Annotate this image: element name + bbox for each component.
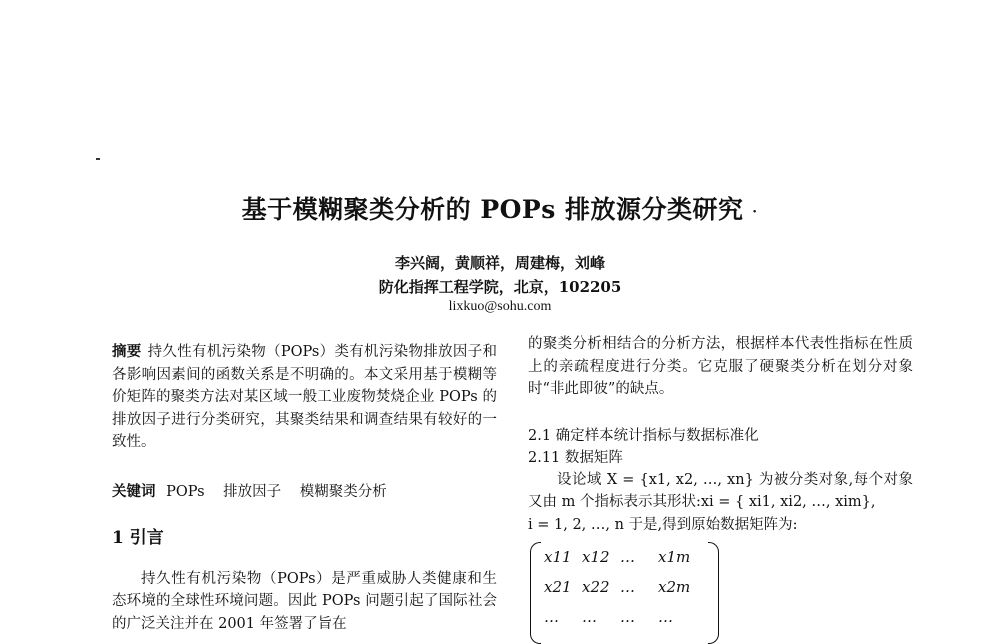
matrix-cell: x21 (544, 578, 572, 596)
title-footnote-mark: · (751, 199, 759, 223)
matrix-cell: … (620, 578, 635, 596)
matrix-cell: x2m (658, 578, 691, 596)
matrix-cell: x12 (582, 548, 610, 566)
author-list: 李兴阔，黄顺祥，周建梅，刘峰 (394, 254, 605, 272)
matrix-cell: … (544, 608, 559, 626)
section-heading-2-11: 2.11 数据矩阵 (528, 449, 623, 466)
matrix-left-paren (530, 542, 541, 644)
matrix-cell: x11 (544, 548, 572, 566)
abstract-label: 摘要 (112, 343, 142, 360)
method-continuation: 的聚类分析相结合的分析方法，根据样本代表性指标在性质上的亲疏程度进行分类。它克服了硬聚类分析在划分对象时“非此即彼”的缺点。 (528, 336, 913, 397)
affiliation: 防化指挥工程学院，北京，102205 (378, 278, 622, 296)
page-mark (96, 158, 100, 160)
matrix-cell: … (620, 608, 635, 626)
abstract (112, 341, 497, 454)
matrix-row (544, 608, 696, 626)
introduction-paragraph: 持久性有机污染物（POPs）是严重威胁人类健康和生态环境的全球性环境问题。因此 POPs 问题引起了国际社会的广泛关注并在 2001 年签署了旨在 (112, 570, 497, 632)
abstract-text: 持久性有机污染物（POPs）类有机污染物排放因子和各影响因素间的函数关系是不明确的。本文采用基于模糊等价矩阵的聚类方法对某区域一般工业废物焚烧企业 POPs 的排放因子进行分类研究，其聚类结果和调查结果有较好的一致性。 (112, 344, 498, 450)
matrix-cell: … (582, 608, 597, 626)
definition-text: 设论域 X = {x1, x2, …, xn} 为被分类对象,每个对象又由 m 个指标表示其形状:xi = { xi1, xi2, …, xim}, (528, 471, 913, 510)
definition-paragraph (528, 469, 913, 514)
matrix-row (544, 548, 696, 566)
keyword: POPs (166, 483, 205, 500)
matrix-cell: … (620, 548, 635, 566)
paper-title (0, 190, 1000, 226)
keyword: 排放因子 (223, 483, 282, 500)
data-matrix (530, 542, 720, 632)
matrix-cell: … (658, 608, 673, 626)
left-column (112, 341, 497, 635)
keyword: 模糊聚类分析 (299, 483, 387, 500)
index-paragraph: i = 1, 2, …, n 于是,得到原始数据矩阵为: (528, 516, 798, 533)
right-column (528, 333, 913, 632)
author-email: lixkuo@sohu.com (448, 299, 552, 314)
section-heading-2-1: 2.1 确定样本统计指标与数据标准化 (528, 427, 759, 444)
section-heading-introduction: 1 引言 (112, 527, 164, 548)
matrix-cell: x22 (582, 578, 610, 596)
keywords (112, 480, 497, 501)
matrix-right-paren (708, 542, 719, 644)
keywords-label: 关键词 (112, 482, 156, 500)
title-text: 基于模糊聚类分析的 POPs 排放源分类研究 (241, 195, 744, 224)
matrix-cell: x1m (658, 548, 691, 566)
matrix-row (544, 578, 696, 596)
